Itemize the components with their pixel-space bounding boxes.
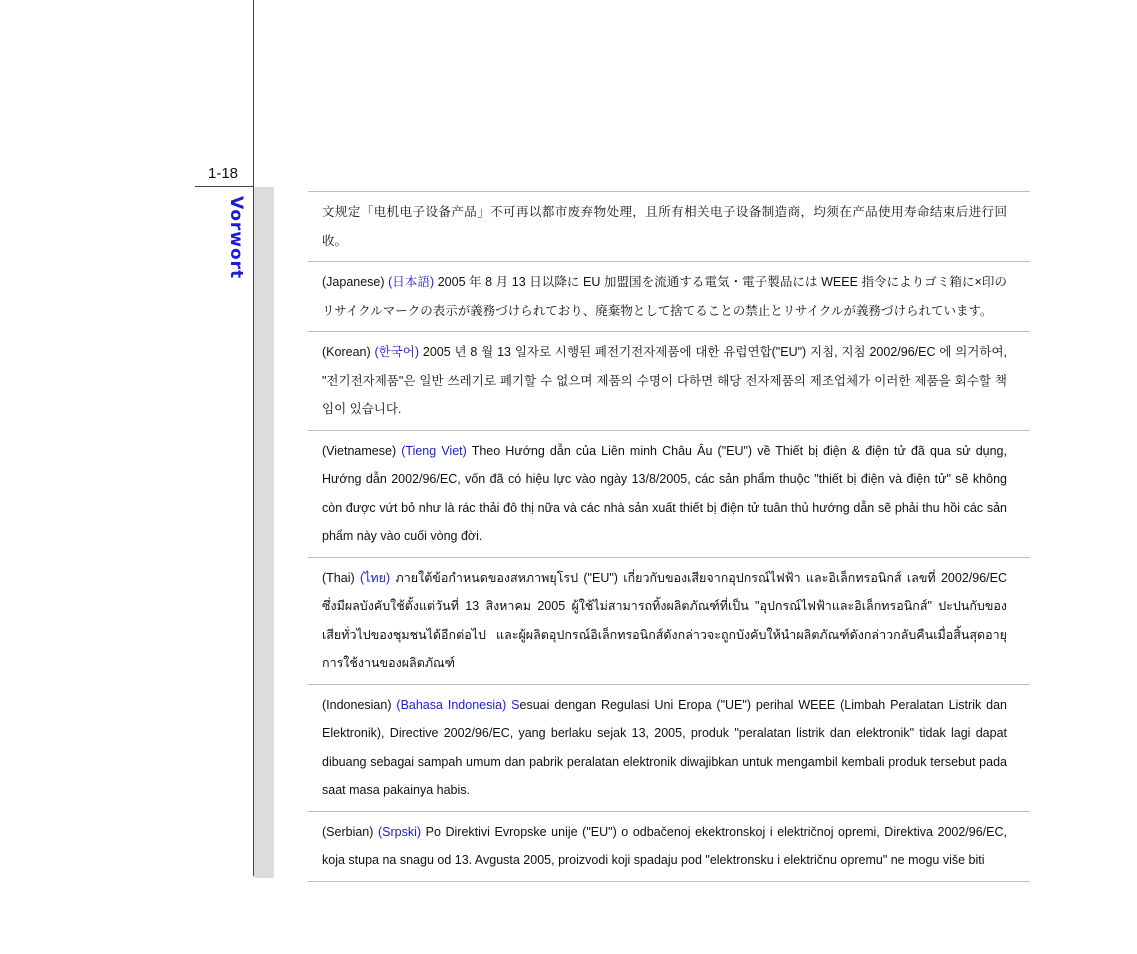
native-language-name: (Tieng Viet) xyxy=(401,443,467,458)
paragraph-text xyxy=(322,437,1007,551)
weee-notice-list xyxy=(308,191,1030,882)
paragraph-body: 2005 年 8 月 13 日以降に EU 加盟国を流通する電気・電子製品には WEEE 指令によりゴミ箱に×印のリサイクルマークの表示が義務づけられており、廃棄物として捨てることの禁止とリサイクルが義務づけられています。 xyxy=(322,275,1007,318)
paragraph-text xyxy=(322,198,1007,255)
paragraph-japanese xyxy=(308,261,1030,331)
paragraph-body: Po Direktivi Evropske unije ("EU") o odbačenoj ekektronskoj i električnoj opremi, Direktiva 2002/96/EC, koja stupa na snagu od 13. Avgusta 2005, proizvodi koji spadaju pod "elektronsku i električnu opremu" ne mogu više biti xyxy=(322,824,1007,867)
native-language-name: (日本語) xyxy=(388,275,435,289)
paragraph-body: 文规定「电机电子设备产品」不可再以都市废弃物处理，且所有相关电子设备制造商，均须在产品使用寿命结束后进行回收。 xyxy=(322,204,1007,248)
language-label: (Japanese) xyxy=(322,275,389,289)
page-number: 1-18 xyxy=(208,165,239,182)
paragraph-vietnamese xyxy=(308,430,1030,557)
paragraph-thai xyxy=(308,557,1030,684)
language-label: (Serbian) xyxy=(322,824,378,839)
native-language-name: (Bahasa Indonesia) S xyxy=(396,697,520,712)
paragraph-text xyxy=(322,268,1007,325)
paragraph-serbian xyxy=(308,811,1030,882)
paragraph-text xyxy=(322,338,1007,424)
language-label: (Vietnamese) xyxy=(322,443,402,458)
paragraph-text xyxy=(322,564,1007,678)
chapter-title: Vorwort xyxy=(226,196,246,280)
paragraph-body: ภายใต้ข้อกำหนดของสหภาพยุโรป ("EU") เกี่ยวกับของเสียจากอุปกรณ์ไฟฟ้า และอิเล็กทรอนิกส์ เลขที่ 2002/96/EC ซึ่งมีผลบังคับใช้ตั้งแต่วันที่ 13 สิงหาคม 2005 ผู้ใช้ไม่สามารถทิ้งผลิตภัณฑ์ที่เป็น "อุปกรณ์ไฟฟ้าและอิเล็กทรอนิกส์" ปะปนกับของเสียทั่วไปของชุมชนได้อีกต่อไป และผู้ผลิตอุปกรณ์อิเล็กทรอนิกส์ดังกล่าวจะถูกบังคับให้นำผลิตภัณฑ์ดังกล่าวกลับคืนเมื่อสิ้นสุดอายุการใช้งานของผลิตภัณฑ์ xyxy=(322,570,1007,670)
paragraph-text xyxy=(322,818,1007,875)
paragraph-chinese xyxy=(308,191,1030,261)
native-language-name: (한국어) xyxy=(374,345,420,359)
native-language-name: (ไทย) xyxy=(359,570,391,585)
page-number-rule xyxy=(195,186,253,187)
language-label: (Indonesian) xyxy=(322,697,397,712)
language-label: (Thai) xyxy=(322,570,360,585)
side-tab-bar xyxy=(254,187,274,878)
language-label: (Korean) xyxy=(322,345,375,359)
paragraph-body: 2005 년 8 월 13 일자로 시행된 폐전기전자제품에 대한 유럽연합("EU") 지침, 지침 2002/96/EC 에 의거하여, "전기전자제품"은 일반 쓰레기로 폐기할 수 없으며 제품의 수명이 다하면 해당 전자제품의 제조업체가 이러한 제품을 회수할 책임이 있습니다. xyxy=(322,345,1007,416)
paragraph-body: esuai dengan Regulasi Uni Eropa ("UE") perihal WEEE (Limbah Peralatan Listrik dan Elektronik), Directive 2002/96/EC, yang berlaku sejak 13, 2005, produk "peralatan listrik dan elektronik" tidak lagi dapat dibuang sebagai sampah umum dan pabrik peralatan elektronik diwajibkan untuk mengambil kembali produk tersebut pada saat masa pakainya habis. xyxy=(322,697,1007,797)
paragraph-text xyxy=(322,691,1007,805)
paragraph-body: Theo Hướng dẫn của Liên minh Châu Âu ("EU") về Thiết bị điện & điện tử đã qua sử dụng, Hướng dẫn 2002/96/EC, vốn đã có hiệu lực vào ngày 13/8/2005, các sản phẩm thuộc "thiết bị điện và điện tử" sẽ không còn được vứt bỏ như là rác thải đô thị nữa và các nhà sản xuất thiết bị điện tử tuân thủ hướng dẫn sẽ phải thu hồi các sản phẩm này vào cuối vòng đời. xyxy=(322,443,1007,543)
paragraph-korean xyxy=(308,331,1030,430)
native-language-name: (Srpski) xyxy=(377,824,422,839)
paragraph-indonesian xyxy=(308,684,1030,811)
